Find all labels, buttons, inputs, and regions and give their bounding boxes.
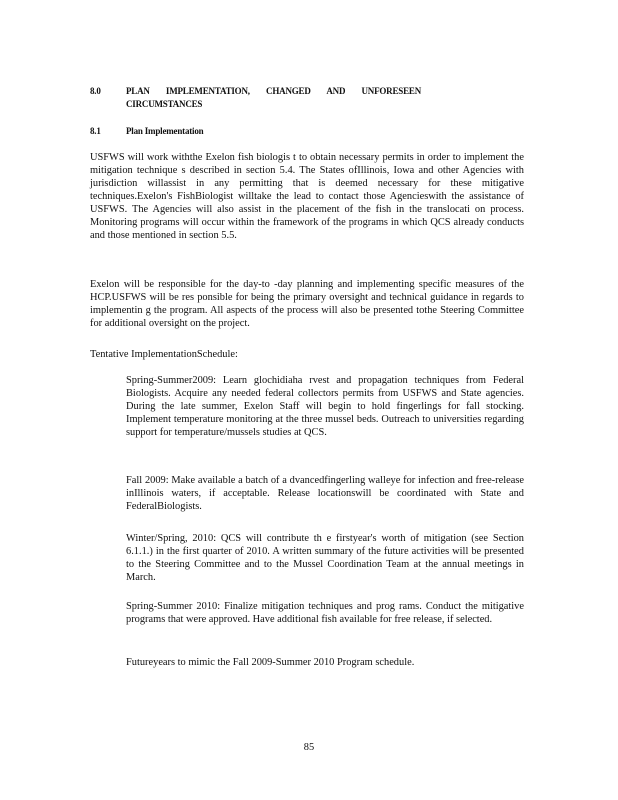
list-item-text: Futureyears to mimic the Fall 2009-Summer 2010 Program schedule. (126, 657, 415, 668)
section-title-line2: CIRCUMSTANCES (126, 99, 203, 109)
paragraph-schedule-label: Tentative ImplementationSchedule: (90, 349, 238, 360)
paragraph-exelon: Exelon will be responsible for the day-to -day planning and implementing specific measures of the HCP.USFWS will be res ponsible for being the primary oversight and technical guidance in regards to implementin g the program. All aspects of the process will also be presented tothe Steering Committee for additional oversight on the project. (90, 279, 524, 329)
list-item (106, 600, 524, 626)
section-title-line1: PLAN IMPLEMENTATION, CHANGED AND UNFORESEEN (126, 86, 421, 96)
section-number: 8.1 (90, 126, 101, 136)
list-item-text: Spring-Summer2009: Learn glochidiaha rvest and propagation techniques from Federal Biologists. Acquire any needed federal collectors permits from USFWS and State agencies. During the late summer, Exelon Staff will begin to hold fingerlings for fall stocking. Implement temperature monitoring at the three mussel beds. Outreach to universities regarding support for temperature/mussels studies at QCS. (126, 375, 524, 438)
list-item (106, 374, 524, 439)
list-item (106, 474, 524, 513)
list-item-text: Winter/Spring, 2010: QCS will contribute th e firstyear's worth of mitigation (see Section 6.1.1.) in the first quarter of 2010. A written summary of the future activities will be presented to the Steering Committee and to the Mussel Coordination Team at the annual meetings in March. (126, 533, 524, 583)
paragraph-usfws: USFWS will work withthe Exelon fish biologis t to obtain necessary permits in order to implement the mitigation technique s described in section 5.4. The States ofIllinois, Iowa and other Agencies with jurisdiction willassist in any permitting that is deemed necessary for these mitigative techniques.Exelon's FishBiologist willtake the lead to contact those Agencieswith the assistance of USFWS. The Agencies will also assist in the placement of the fish in the translocati on process. Monitoring programs will occur within the framework of the programs in which QCS already conducts and those mentioned in section 5.5. (90, 152, 524, 241)
section-8-1-heading (90, 125, 203, 138)
list-item (106, 532, 524, 584)
page-number: 85 (303, 742, 315, 753)
list-item-text: Spring-Summer 2010: Finalize mitigation techniques and prog rams. Conduct the mitigative programs that were approved. Have additional fish available for free release, if selected. (126, 601, 524, 625)
list-item (106, 656, 524, 669)
section-8-0-heading (90, 85, 520, 111)
section-title: Plan Implementation (126, 126, 204, 136)
list-item-text: Fall 2009: Make available a batch of a dvancedfingerling walleye for infection and free-release inIllinois waters, if acceptable. Release locationswill be coordinated with State and FederalBiologists. (126, 475, 524, 512)
section-number: 8.0 (90, 86, 101, 96)
